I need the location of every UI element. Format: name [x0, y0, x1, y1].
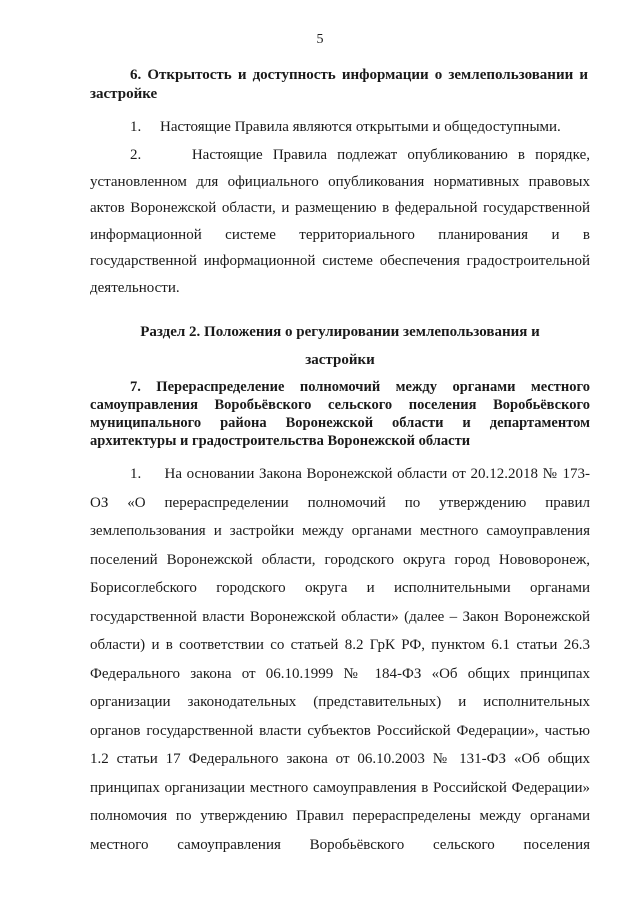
part-2-heading — [90, 318, 590, 374]
item-text: Настоящие Правила являются открытыми и общедоступными. — [160, 119, 561, 135]
item-text: Настоящие Правила подлежат опубликованию в порядке, установленном для официального опубликования нормативных правовых актов Воронежской области, и размещению в федеральной государственной информационной системе территориального планирования и в государственной информационной системе обеспечения градостроительной деятельности. — [90, 147, 590, 296]
item-text: На основании Закона Воронежской области от 20.12.2018 № 173-ОЗ «О перераспределении полномочий по утверждению правил землепользования и застройки между органами местного самоуправления поселений Воронежской области, городского округа город Нововоронеж, Борисоглебского городского округа и исполнительными органами государственной власти Воронежской области» (далее – Закон Воронежской области) и в соответствии со статьей 8.2 ГрК РФ, пунктом 6.1 статьи 26.3 Федерального закона от 06.10.1999 № 184-ФЗ «Об общих принципах организации законодательных (представительных) и исполнительных органов государственной власти субъектов Российской Федерации», частью 1.2 статьи 17 Федерального закона от 06.10.2003 № 131-ФЗ «Об общих принципах организации местного самоуправления в Российской Федерации» полномочия по утверждению Правил перераспределены между органами местного самоуправления Воробьёвского сельского поселения — [90, 466, 590, 853]
item-number: 1. — [130, 119, 142, 135]
section-6-item-1 — [90, 118, 590, 136]
section-6-item-2 — [90, 142, 590, 301]
part-2-heading-line-2: застройки — [305, 352, 375, 368]
section-6-heading: 6. Открытость и доступность информации о землепользовании и застройке — [90, 67, 588, 102]
section-7-heading: 7. Перераспределение полномочий между органами местного самоуправления Воробьёвского сельского поселения Воробьёвского муниципального района Воронежской области и департаментом архитектуры и градостроительства Воронежской области — [90, 379, 590, 449]
item-number: 2. — [130, 147, 142, 163]
page-number: 5 — [316, 32, 324, 47]
part-2-heading-line-1: Раздел 2. Положения о регулировании землепользования и — [140, 324, 540, 340]
item-number: 1. — [130, 466, 142, 482]
section-7-item-1 — [90, 460, 590, 859]
